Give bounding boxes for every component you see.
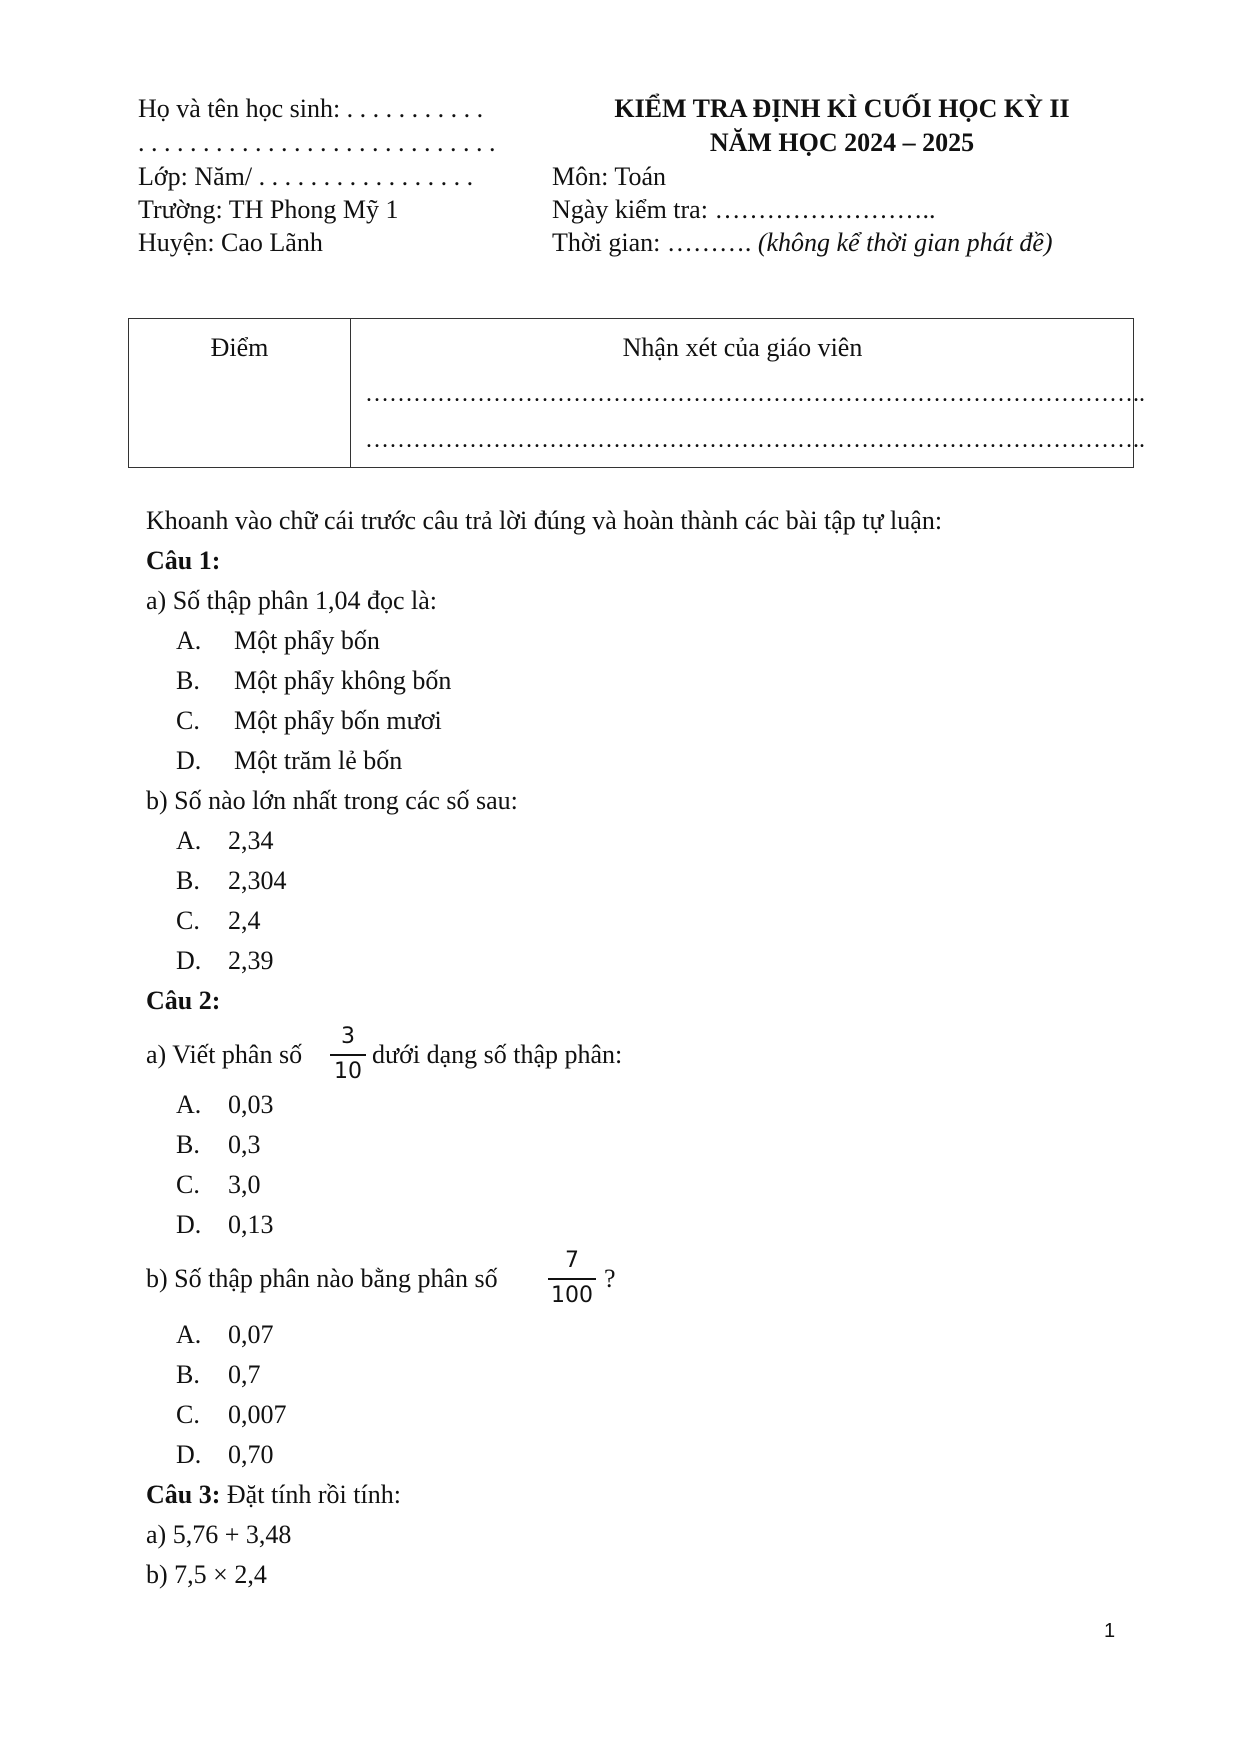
q2b-option-a[interactable]: A. 0,07 — [176, 1320, 274, 1349]
district-field: Huyện: Cao Lãnh — [138, 228, 323, 257]
question-3b: b) 7,5 × 2,4 — [146, 1560, 267, 1589]
grade-comment-box — [128, 318, 1145, 468]
fraction-denominator: 10 — [334, 1059, 362, 1084]
question-2-title: Câu 2: — [146, 986, 221, 1015]
q1b-option-c[interactable]: C. 2,4 — [176, 906, 261, 935]
q1a-option-c[interactable]: C. Một phẩy bốn mươi — [176, 706, 442, 735]
q2a-option-b[interactable]: B. 0,3 — [176, 1130, 261, 1159]
q1a-option-b[interactable]: B. Một phẩy không bốn — [176, 666, 452, 695]
q1a-option-d[interactable]: D. Một trăm lẻ bốn — [176, 746, 403, 775]
time-field — [552, 228, 1053, 258]
subject-field: Môn: Toán — [552, 162, 666, 191]
school-year: NĂM HỌC 2024 – 2025 — [709, 128, 975, 157]
question-3 — [146, 1480, 401, 1510]
time-note: (không kể thời gian phát đề) — [757, 228, 1053, 257]
comment-line-2: …………………………………………………………………………………….. — [365, 427, 1145, 453]
q2b-option-d[interactable]: D. 0,70 — [176, 1440, 274, 1469]
school-field: Trường: TH Phong Mỹ 1 — [138, 195, 399, 224]
question-1b-prompt: b) Số nào lớn nhất trong các số sau: — [146, 786, 518, 815]
exam-title: KIỂM TRA ĐỊNH KÌ CUỐI HỌC KỲ II — [614, 94, 1070, 123]
q2b-option-b[interactable]: B. 0,7 — [176, 1360, 261, 1389]
question-3a: a) 5,76 + 3,48 — [146, 1520, 292, 1549]
question-2b-prompt-pre: b) Số thập phân nào bằng phân số — [146, 1264, 498, 1293]
fraction-bar — [548, 1278, 596, 1280]
q2b-option-c[interactable]: C. 0,007 — [176, 1400, 287, 1429]
time-label: Thời gian: ………. — [552, 228, 752, 257]
page-number: 1 — [1104, 1620, 1116, 1642]
question-1a-prompt: a) Số thập phân 1,04 đọc là: — [146, 586, 437, 615]
instructions: Khoanh vào chữ cái trước câu trả lời đúng và hoàn thành các bài tập tự luận: — [146, 506, 943, 535]
exam-date-field: Ngày kiểm tra: …………………….. — [552, 195, 936, 224]
q2a-option-c[interactable]: C. 3,0 — [176, 1170, 261, 1199]
fraction-3-over-10 — [330, 1026, 366, 1083]
question-3-title: Câu 3: — [146, 1480, 221, 1509]
class-field: Lớp: Năm/ . . . . . . . . . . . . . . . . . — [138, 162, 474, 191]
q2a-option-d[interactable]: D. 0,13 — [176, 1210, 274, 1239]
question-1-title: Câu 1: — [146, 546, 221, 575]
question-3-prompt: Đặt tính rồi tính: — [226, 1480, 401, 1509]
q1b-option-b[interactable]: B. 2,304 — [176, 866, 287, 895]
student-name-field: Họ và tên học sinh: . . . . . . . . . . . — [138, 94, 484, 123]
score-label: Điểm — [210, 333, 269, 362]
fraction-numerator: 3 — [341, 1024, 355, 1049]
q1b-option-a[interactable]: A. 2,34 — [176, 826, 274, 855]
fraction-bar — [330, 1054, 366, 1056]
teacher-comment-label: Nhận xét của giáo viên — [622, 333, 863, 362]
fraction-7-over-100 — [548, 1250, 596, 1307]
fraction-numerator: 7 — [565, 1248, 579, 1273]
question-2a-prompt-pre: a) Viết phân số — [146, 1040, 303, 1069]
question-2a-prompt-post: dưới dạng số thập phân: — [372, 1040, 623, 1069]
q1a-option-a[interactable]: A. Một phẩy bốn — [176, 626, 380, 655]
student-name-continuation: . . . . . . . . . . . . . . . . . . . . . . . . . . . . — [138, 128, 496, 157]
q2a-option-a[interactable]: A. 0,03 — [176, 1090, 274, 1119]
fraction-denominator: 100 — [551, 1283, 593, 1308]
question-2b-prompt-post: ? — [604, 1264, 616, 1293]
q1b-option-d[interactable]: D. 2,39 — [176, 946, 274, 975]
comment-line-1: …………………………………………………………………………………….. — [365, 381, 1145, 407]
